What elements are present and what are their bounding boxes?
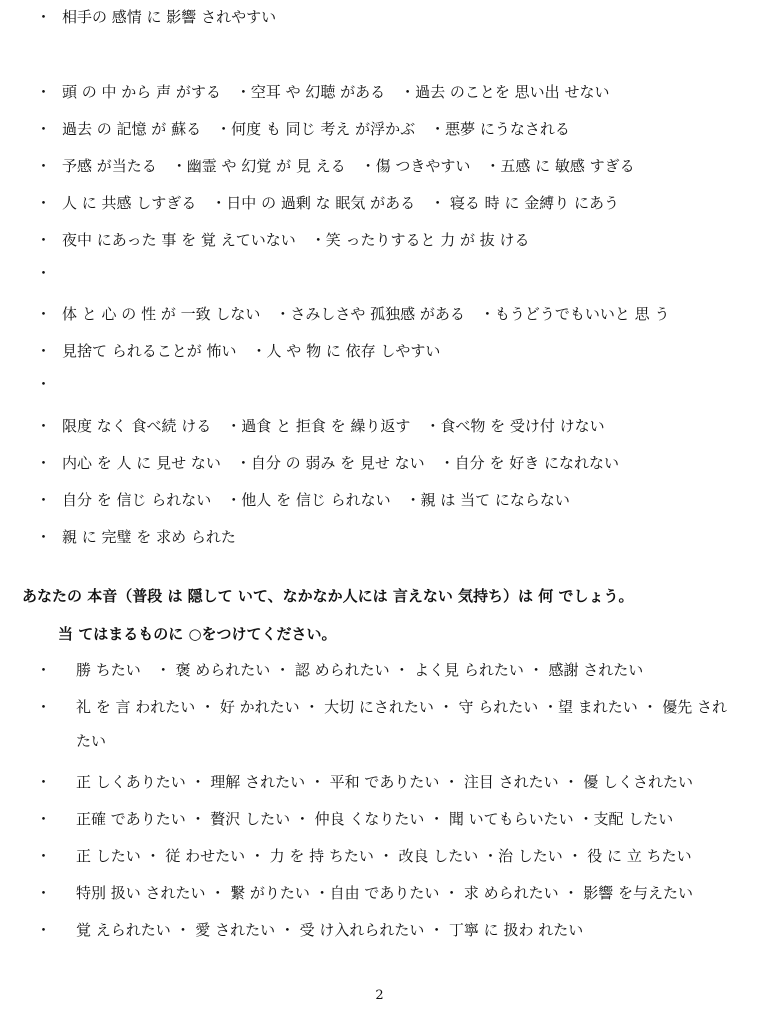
- bullet: ・: [36, 83, 52, 101]
- bullet: ・: [36, 921, 52, 939]
- list-item-text: 覚 えられたい ・ 愛 されたい ・ 受 け入れられたい ・ 丁寧 に 扱わ れたい: [76, 921, 584, 939]
- bullet: ・: [36, 491, 52, 509]
- bullet: ・: [36, 773, 52, 791]
- list-item-text: 見捨て られることが 怖い ・人 や 物 に 依存 しやすい: [62, 342, 441, 360]
- list-item-text: 親 に 完璧 を 求め られた: [62, 528, 236, 546]
- bullet: ・: [36, 305, 52, 323]
- bullet: ・: [36, 847, 52, 865]
- bullet: ・: [36, 698, 52, 716]
- bullet: ・: [36, 342, 52, 360]
- bullet: ・: [36, 264, 52, 282]
- bullet: ・: [36, 194, 52, 212]
- list-item-text: 予感 が当たる ・幽霊 や 幻覚 が 見 える ・傷 つきやすい ・五感 に 敏感 すぎる: [62, 157, 635, 175]
- list-item-text: 礼 を 言 われたい ・ 好 かれたい ・ 大切 にされたい ・ 守 られたい ・望 まれたい ・ 優先 され: [76, 698, 728, 716]
- bullet: ・: [36, 157, 52, 175]
- bullet: ・: [36, 8, 52, 26]
- list-item-text: 人 に 共感 しすぎる ・日中 の 過剰 な 眠気 がある ・ 寝る 時 に 金縛り にあう: [62, 194, 619, 212]
- list-item-text: 限度 なく 食べ続 ける ・過食 と 拒食 を 繰り返す ・食べ物 を 受け付 けない: [62, 417, 605, 435]
- bullet: ・: [36, 884, 52, 902]
- list-item-text: 相手の 感情 に 影響 されやすい: [62, 8, 277, 26]
- page-number: 2: [375, 988, 384, 1003]
- list-item-text: 正 しくありたい ・ 理解 されたい ・ 平和 でありたい ・ 注目 されたい ・ 優 しくされたい: [76, 773, 693, 791]
- list-item-text: 勝 ちたい ・ 褒 められたい ・ 認 められたい ・ よく見 られたい ・ 感謝 されたい: [76, 661, 644, 679]
- bullet: ・: [36, 375, 52, 393]
- bullet: ・: [36, 661, 52, 679]
- list-item-text: 特別 扱い されたい ・ 繋 がりたい ・自由 でありたい ・ 求 められたい ・ 影響 を与えたい: [76, 884, 693, 902]
- list-item-text: 正確 でありたい ・ 贅沢 したい ・ 仲良 くなりたい ・ 聞 いてもらいたい ・支配 したい: [76, 810, 674, 828]
- list-item-text: 夜中 にあった 事 を 覚 えていない ・笑 ったりすると 力 が 抜 ける: [62, 231, 530, 249]
- list-item-text: 自分 を 信じ られない ・他人 を 信じ られない ・親 は 当て にならない: [62, 491, 570, 509]
- list-item-text: 正 したい ・ 従 わせたい ・ 力 を 持 ちたい ・ 改良 したい ・治 したい ・ 役 に 立 ちたい: [76, 847, 692, 865]
- bullet: ・: [36, 454, 52, 472]
- list-item-text: 過去 の 記憶 が 蘇る ・何度 も 同じ 考え が浮かぶ ・悪夢 にうなされる: [62, 120, 570, 138]
- bullet: ・: [36, 810, 52, 828]
- bullet: ・: [36, 528, 52, 546]
- list-item-text: 体 と 心 の 性 が 一致 しない ・さみしさや 孤独感 がある ・もうどうでもいいと 思 う: [62, 305, 670, 323]
- bullet: ・: [36, 417, 52, 435]
- bullet: ・: [36, 231, 52, 249]
- list-item-text: 頭 の 中 から 声 がする ・空耳 や 幻聴 がある ・過去 のことを 思い出 せない: [62, 83, 610, 101]
- section-heading: あなたの 本音（普段 は 隠して いて、なかなか人には 言えない 気持ち）は 何 でしょう。: [22, 587, 634, 605]
- list-item-text: たい: [76, 732, 107, 750]
- bullet: ・: [36, 120, 52, 138]
- instruction-text: 当 てはまるものに ○をつけてください。: [58, 625, 337, 643]
- list-item-text: 内心 を 人 に 見せ ない ・自分 の 弱み を 見せ ない ・自分 を 好き になれない: [62, 454, 619, 472]
